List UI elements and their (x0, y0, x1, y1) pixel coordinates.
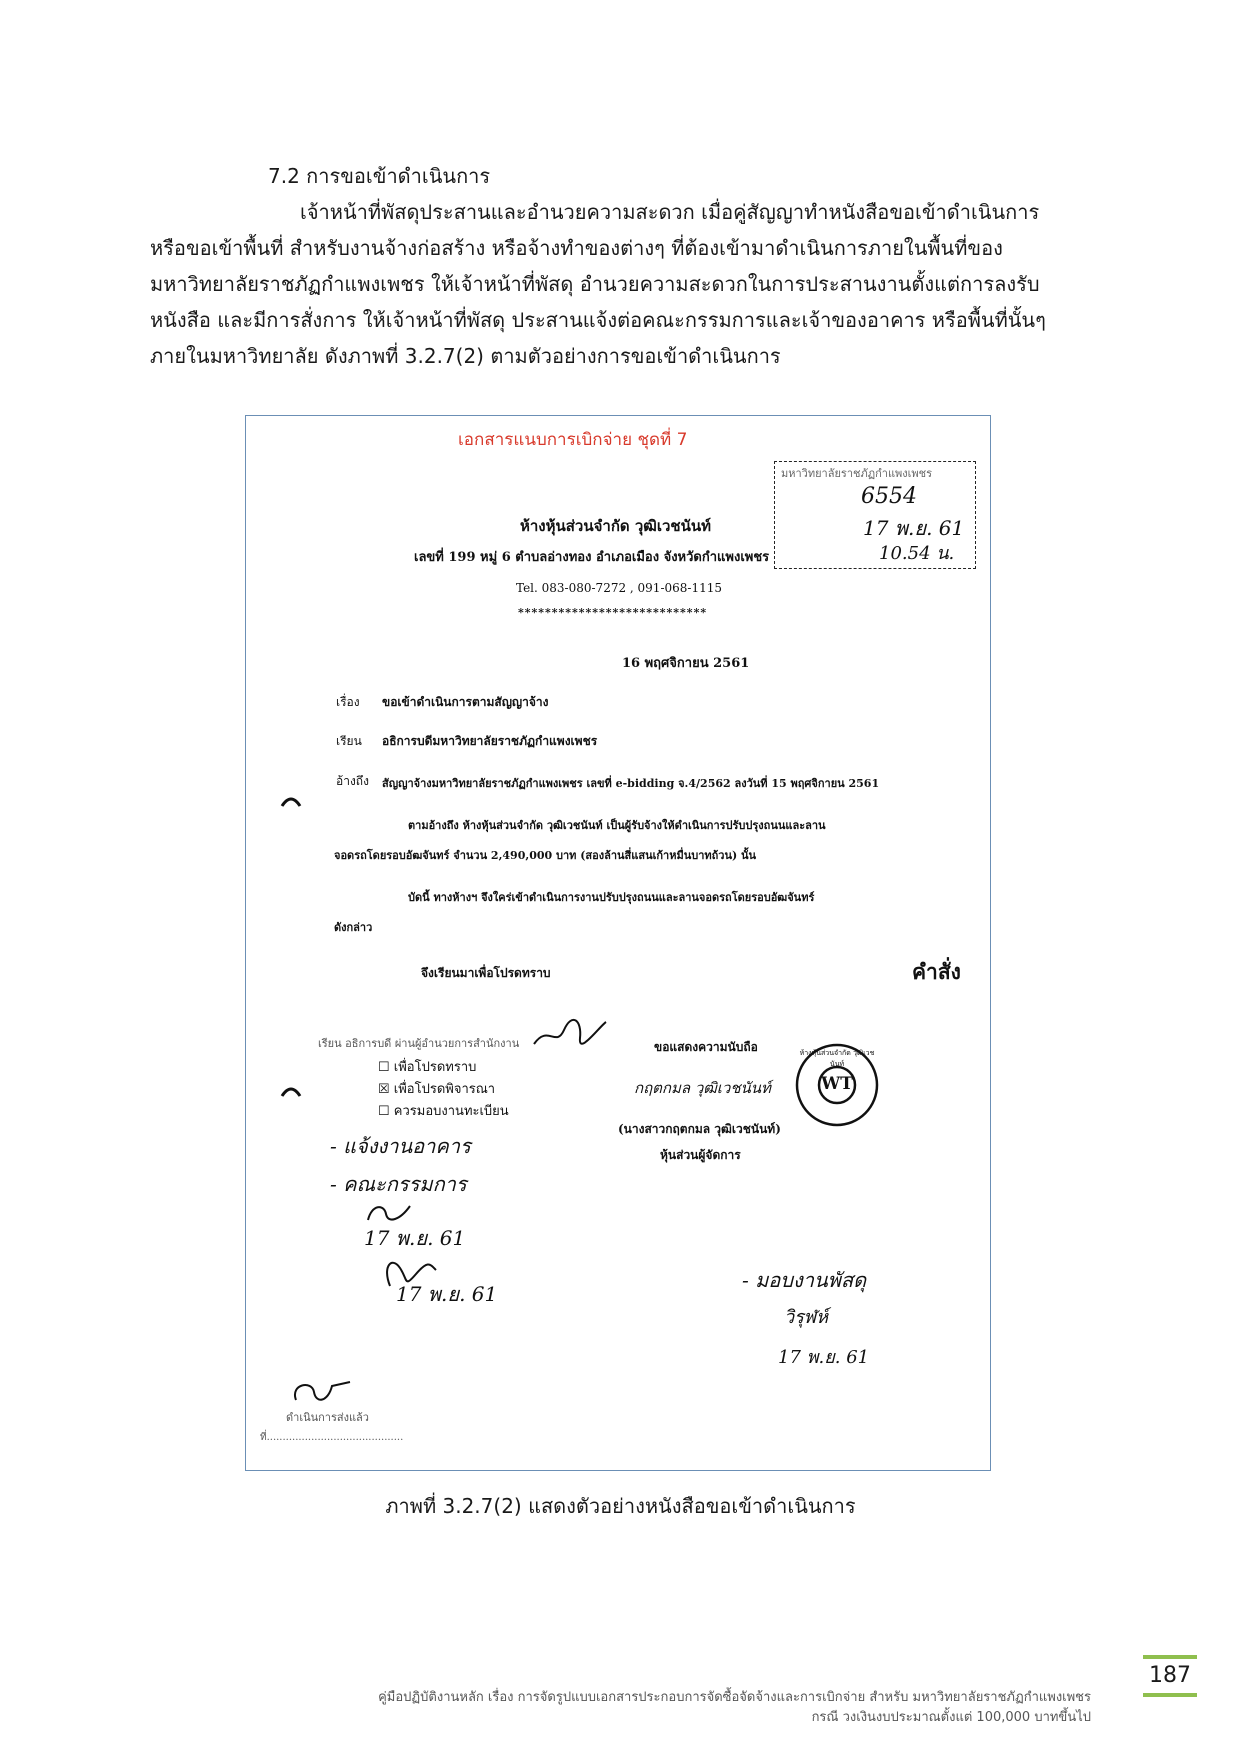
ref-text: สัญญาจ้างมหาวิทยาลัยราชภัฏกำแพงเพชร เลขที่ e-bidding จ.4/2562 ลงวันที่ 15 พฤศจิกายน 2561 (382, 777, 880, 790)
checkbox-mark-2: ☒ (378, 1082, 390, 1097)
sent-note: ดำเนินการส่งแล้ว (286, 1411, 369, 1424)
company-telephone: Tel. 083-080-7272 , 091-068-1115 (516, 581, 722, 595)
to-text: อธิการบดีมหาวิทยาลัยราชภัฏกำแพงเพชร (382, 734, 598, 748)
checkbox-item-3 (378, 1100, 509, 1121)
section-heading: 7.2 การขอเข้าดำเนินการ (268, 164, 491, 188)
receipt-stamp-header: มหาวิทยาลัยราชภัฏกำแพงเพชร (781, 467, 933, 480)
checkbox-label-1: เพื่อโปรดทราบ (393, 1060, 477, 1075)
paragraph-line-3: มหาวิทยาลัยราชภัฏกำแพงเพชร ให้เจ้าหน้าที่พัสดุ อำนวยความสะดวกในการประสานงานตั้งแต่การลงรับ (150, 272, 1040, 296)
signature-handwriting: กฤตกมล วุฒิเวชนันท์ (634, 1079, 771, 1097)
page-number: 187 (1149, 1663, 1191, 1688)
respect-closing: ขอแสดงความนับถือ (654, 1040, 758, 1054)
header-separator: **************************** (518, 606, 708, 619)
receipt-stamp (774, 461, 976, 569)
paragraph-line-1: เจ้าหน้าที่พัสดุประสานและอำนวยความสะดวก เมื่อคู่สัญญาทำหนังสือขอเข้าดำเนินการ (300, 200, 1040, 224)
figure-scanned-letter (245, 415, 991, 1471)
signer-title: หุ้นส่วนผู้จัดการ (660, 1148, 741, 1162)
receipt-number: 6554 (861, 484, 917, 509)
subject-label: เรื่อง (336, 695, 360, 709)
company-address: เลขที่ 199 หมู่ 6 ตำบลอ่างทอง อำเภอเมือง จังหวัดกำแพงเพชร (414, 550, 770, 565)
company-name: ห้างหุ้นส่วนจำกัด วุฒิเวชนันท์ (520, 517, 711, 535)
handwritten-signature-left-1 (364, 1200, 414, 1224)
body-paragraph-1-line-2: จอดรถโดยรอบอัฒจันทร์ จำนวน 2,490,000 บาท (สองล้านสี่แสนเก้าหมื่นบาทถ้วน) นั้น (334, 849, 757, 862)
handwritten-left-2: - คณะกรรมการ (330, 1172, 467, 1196)
ref-label: อ้างถึง (336, 774, 369, 788)
memo-signature-scribble (530, 1014, 610, 1050)
receipt-time: 10.54 น. (879, 543, 955, 564)
checkbox-mark-1: ☐ (378, 1060, 390, 1075)
paragraph-line-5: ภายในมหาวิทยาลัย ดังภาพที่ 3.2.7(2) ตามตัวอย่างการขอเข้าดำเนินการ (150, 344, 781, 368)
page-number-bar-bottom (1143, 1693, 1197, 1697)
footer-manual-title: คู่มือปฏิบัติงานหลัก เรื่อง การจัดรูปแบบเอกสารประกอบการจัดซื้อจัดจ้างและการเบิกจ่าย สำหรับ มหาวิทยาลัยราชภัฏกำแพงเพชร (378, 1690, 1091, 1705)
checkbox-label-3: ควรมอบงานทะเบียน (393, 1104, 509, 1119)
page-number-box (1143, 1655, 1197, 1697)
paragraph-line-4: หนังสือ และมีการสั่งการ ให้เจ้าหน้าที่พัสดุ ประสานแจ้งต่อคณะกรรมการและเจ้าของอาคาร หรือพื้นที่นั้นๆ (150, 308, 1046, 332)
handwritten-left-4: 17 พ.ย. 61 (396, 1282, 498, 1306)
checkbox-item-2 (378, 1078, 495, 1099)
sent-note-line: ที่........................................... (260, 1432, 404, 1443)
company-seal (794, 1042, 880, 1128)
receipt-date: 17 พ.ย. 61 (863, 516, 965, 540)
checkbox-label-2: เพื่อโปรดพิจารณา (393, 1082, 496, 1097)
order-label: คำสั่ง (912, 960, 961, 984)
to-label: เรียน (336, 734, 362, 748)
letter-date: 16 พฤศจิกายน 2561 (622, 656, 750, 671)
signer-name: (นางสาวกฤตกมล วุฒิเวชนันท์) (618, 1122, 781, 1136)
company-seal-initials: WT (821, 1074, 853, 1094)
company-seal-ring-text: ห้างหุ้นส่วนจำกัด วุฒิเวชนันท์ (799, 1049, 875, 1068)
footer-budget-note: กรณี วงเงินงบประมาณตั้งแต่ 100,000 บาทขึ้นไป (811, 1710, 1091, 1725)
closing-text: จึงเรียนมาเพื่อโปรดทราบ (421, 966, 551, 980)
handwritten-right-1: - มอบงานพัสดุ (742, 1268, 867, 1292)
checkbox-item-1 (378, 1056, 476, 1077)
handwritten-right-2: วิรุฬห์ (784, 1307, 828, 1328)
sent-note-signature (288, 1376, 358, 1406)
punch-hole-mark-top (280, 794, 302, 808)
checkbox-mark-3: ☐ (378, 1104, 390, 1119)
handwritten-right-3: 17 พ.ย. 61 (778, 1347, 870, 1368)
subject-text: ขอเข้าดำเนินการตามสัญญาจ้าง (382, 695, 549, 709)
handwritten-left-1: - แจ้งงานอาคาร (330, 1134, 471, 1158)
handwritten-left-3: 17 พ.ย. 61 (364, 1226, 466, 1250)
body-paragraph-2-line-1: บัดนี้ ทางห้างฯ จึงใคร่เข้าดำเนินการงานปรับปรุงถนนและลานจอดรถโดยรอบอัฒจันทร์ (408, 891, 815, 904)
paragraph-line-2: หรือขอเข้าพื้นที่ สำหรับงานจ้างก่อสร้าง หรือจ้างทำของต่างๆ ที่ต้องเข้ามาดำเนินการภายในพื้นที่ของ (150, 236, 1003, 260)
attachment-title: เอกสารแนบการเบิกจ่าย ชุดที่ 7 (458, 430, 688, 450)
body-paragraph-1-line-1: ตามอ้างถึง ห้างหุ้นส่วนจำกัด วุฒิเวชนันท์ เป็นผู้รับจ้างให้ดำเนินการปรับปรุงถนนและลาน (408, 819, 826, 832)
memo-to-line: เรียน อธิการบดี ผ่านผู้อำนวยการสำนักงาน (318, 1037, 520, 1050)
figure-caption: ภาพที่ 3.2.7(2) แสดงตัวอย่างหนังสือขอเข้าดำเนินการ (385, 1494, 856, 1518)
body-paragraph-2-line-2: ดังกล่าว (334, 921, 373, 934)
punch-hole-mark-bottom (280, 1084, 302, 1098)
